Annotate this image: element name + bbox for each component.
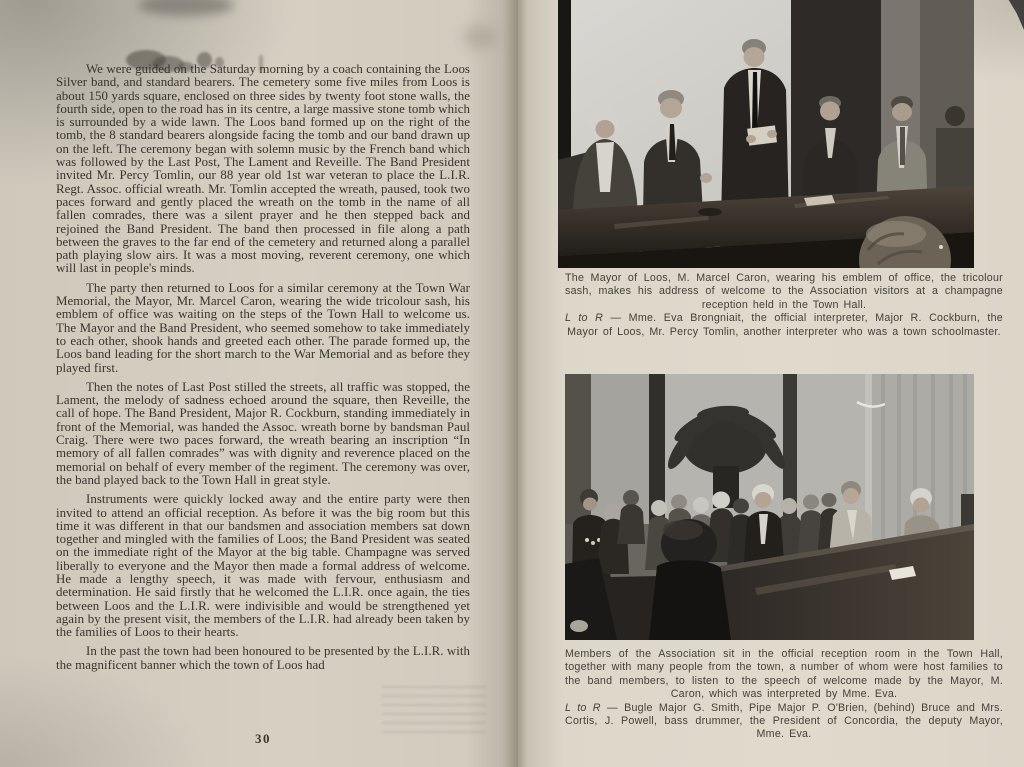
paragraph-1: We were guided on the Saturday morning by a coach containing the Loos Silver band, and standard bearers. The cemetery some five miles from Loos is about 150 yards square, enclosed on three sides by twenty foot stone walls, the fourth side, open to the road has in its centre, a large massive stone tomb which is surrounded by a wide lawn. The Loos band formed up on the right of the tomb, the 8 standard bearers alongside facing the tomb and our band drawn up on the left. The ceremony began with solemn music by the French band which was followed by the Last Post, The Lament and Reveille. The Band President invited Mr. Percy Tomlin, our 88 year old 1st war veteran to place the L.I.R. Regt. Assoc. official wreath. Mr. Tomlin accepted the wreath, paused, took two paces forward and gently placed the wreath on the tomb in the name of all fallen comrades, there was a silent prayer and he then stepped back and rejoined the Band President. The band then processed in file along a path between the graves to the far end of the cemetery and returned along a parallel path playing slow airs. It was a most moving, reverent ceremony, one which will last in people's minds. xyxy=(56,62,470,276)
paragraph-2: The party then returned to Loos for a similar ceremony at the Town War Memorial, the Mayor, Mr. Marcel Caron, wearing the wide tricolour sash, his emblem of office was waiting on the steps of the Town Hall to welcome us. The Mayor and the Band President, who seemed somehow to take immediately to each other, shook hands and greeted each other. The parade formed up, the Loos band leading for the short march to the War Memorial and as before they played first. xyxy=(56,280,470,375)
photo-bottom-caption xyxy=(565,648,1003,742)
caption-text: The Mayor of Loos, M. Marcel Caron, wearing his emblem of office, the tricolour sash, makes his address of welcome to the Association visitors at a champagne reception held in the Town Hall. xyxy=(565,272,1003,311)
l-to-r-label: L to R xyxy=(565,701,601,714)
photo-top-reception xyxy=(558,0,974,268)
film-speck xyxy=(939,245,943,249)
caption-lor-text: — Bugle Major G. Smith, Pipe Major P. O'Brien, (behind) Bruce and Mrs. Cortis, J. Powell, bass drummer, the President of Concordia, the deputy Mayor, Mme. Eva. xyxy=(565,701,1003,741)
photo-bottom-reception-room xyxy=(565,374,974,640)
caption-lor-text: — Mme. Eva Brongniait, the official interpreter, Major R. Cockburn, the Mayor of Loos, Mr. Percy Tomlin, another interpreter who was a town schoolmaster. xyxy=(567,312,1003,338)
l-to-r-label: L to R xyxy=(565,312,604,325)
ink-stain xyxy=(138,0,234,16)
paragraph-3: Then the notes of Last Post stilled the streets, all traffic was stopped, the Lament, the melody of sadness echoed around the square, then Reveille, the call of hope. The Band President, Major R. Cockburn, standing immediately in front of the Memorial, was handed the Assoc. wreath borne by bandsman Paul Craig. There were two paces forward, the wreath bearing an inscription “In memory of all fallen comrades” was with dignity and reverence placed on the memorial on behalf of every member of the regiment. The ceremony was over, the band played back to the Town Hall in great style. xyxy=(56,379,470,487)
body-text xyxy=(56,63,470,678)
paragraph-5: In the past the town had been honoured to be presented by the L.I.R. with the magnificent banner which the town of Loos had xyxy=(56,644,470,672)
caption-text: Members of the Association sit in the official reception room in the Town Hall, together with many people from the town, a number of whom were host families to the band members, to listen to the speech of welcome made by the Mayor, M. Caron, which was interpreted by Mme. Eva. xyxy=(565,648,1003,701)
photo-top-caption xyxy=(565,272,1003,339)
page-number: 30 xyxy=(255,731,271,746)
caption-left-to-right xyxy=(565,702,1003,742)
caption-left-to-right xyxy=(565,312,1003,339)
right-page xyxy=(518,0,1024,767)
paragraph-4: Instruments were quickly locked away and the entire party were then invited to attend an official reception. As before it was the big room but this time it was different in that our bandsmen and association members sat down together and mingled with the families of Loos; the Band President was seated on the immediate right of the Mayor at the big table. Champagne was served liberally to everyone and the Mayor then made a formal address of welcome. He made a lengthy speech, it was made with fervour, enthusiasm and determination. He said firstly that he welcomed the L.I.R. once again, the ties between Loos and the L.I.R. were indivisible and would be strengthened yet again by the present visit, the members of the L.I.R. had already been taken by the families of Loos to their hearts. xyxy=(56,492,470,640)
smudge xyxy=(462,24,496,50)
